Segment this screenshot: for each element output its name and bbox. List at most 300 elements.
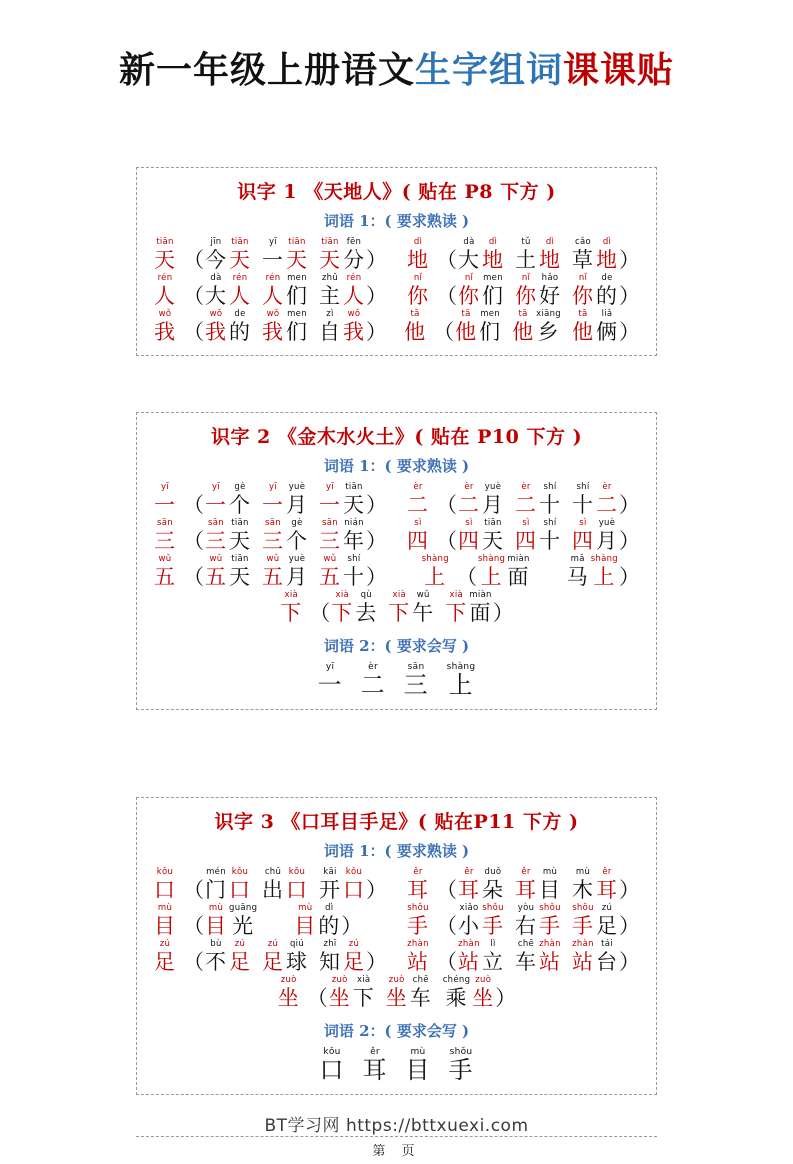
target-hanzi: 一 [154, 493, 176, 517]
pinyin-label: èr [602, 482, 612, 492]
word-hanzi: 地 [482, 248, 504, 272]
char-unit [353, 975, 375, 1010]
char-unit [205, 309, 227, 344]
pinyin-label: chū [264, 867, 282, 877]
pinyin-label: rén [232, 273, 248, 283]
open-paren: （ [183, 529, 204, 553]
pinyin-label: zhàn [458, 939, 480, 949]
pinyin-label: ěr [521, 867, 531, 877]
word-hanzi: 目 [205, 914, 227, 938]
word-hanzi: 目 [294, 914, 317, 938]
char-unit [286, 237, 308, 272]
word-hanzi: 的 [318, 914, 341, 938]
open-paren: （ [183, 248, 204, 272]
pinyin-label: sān [265, 518, 281, 528]
open-paren: （ [306, 986, 328, 1010]
target-hanzi: 三 [154, 529, 176, 553]
word-hanzi: 站 [458, 950, 480, 974]
char-unit [229, 309, 251, 344]
char-unit [154, 309, 176, 344]
write-hanzi: 手 [448, 1056, 474, 1084]
close-paren: ） [619, 914, 640, 938]
char-unit [229, 237, 251, 272]
word-hanzi: 一 [319, 493, 341, 517]
char-unit [154, 518, 176, 553]
pinyin-label: de [601, 273, 613, 283]
char-unit [458, 518, 480, 553]
pinyin-label: tā [461, 309, 471, 319]
pinyin-label: yòu [517, 903, 535, 913]
close-paren: ） [366, 565, 387, 589]
word-hanzi: 三 [319, 529, 341, 553]
section-heading: 识字 3 《口耳目手足》( 贴在P11 下方 ) [214, 811, 579, 833]
pinyin-label: shàng [421, 554, 449, 564]
word-hanzi: 你 [515, 284, 537, 308]
word-hanzi: 耳 [515, 878, 537, 902]
char-unit [479, 309, 501, 344]
pinyin-label: tā [410, 309, 420, 319]
target-hanzi: 二 [407, 493, 429, 517]
word-group [406, 867, 640, 902]
pinyin-label: jīn [210, 237, 222, 247]
pinyin-label: kǒu [231, 867, 249, 877]
pinyin-label: wǔ [158, 554, 172, 564]
close-paren: ） [495, 986, 517, 1010]
char-unit [262, 554, 284, 589]
word-group [153, 482, 387, 517]
word-hanzi: 朵 [482, 878, 504, 902]
word-hanzi: 上 [593, 565, 616, 589]
close-paren: ） [619, 320, 640, 344]
pinyin-label: tiān [321, 237, 339, 247]
char-unit [319, 482, 341, 517]
section-heading: 识字 2 《金木水火土》( 贴在 P10 下方 ) [210, 426, 583, 448]
char-unit [355, 590, 377, 625]
char-unit [407, 867, 429, 902]
pinyin-label: sì [579, 518, 587, 528]
pinyin-label: xià [356, 975, 371, 985]
char-unit [154, 482, 176, 517]
char-unit [596, 867, 618, 902]
word-hanzi: 足 [596, 914, 618, 938]
pinyin-label: miàn [469, 590, 492, 600]
word-group [406, 939, 640, 974]
word-group [406, 237, 640, 272]
char-unit [205, 903, 227, 938]
pinyin-label: men [480, 309, 500, 319]
pinyin-label: zú [234, 939, 246, 949]
word-hanzi: 三 [262, 529, 284, 553]
pinyin-label: kǒu [323, 1047, 341, 1057]
pinyin-label: nǐ [578, 273, 588, 283]
char-unit [406, 1047, 431, 1082]
char-unit [388, 590, 410, 625]
char-unit [469, 590, 491, 625]
open-paren: （ [309, 601, 331, 625]
pinyin-label: tā [518, 309, 528, 319]
char-unit [407, 939, 429, 974]
section-subheading-write: 词语 2：( 要求会写 ) [323, 637, 470, 655]
word-hanzi: 光 [232, 914, 255, 938]
word-row [143, 939, 650, 974]
open-paren: （ [183, 914, 204, 938]
char-unit [591, 554, 618, 589]
word-hanzi: 十 [343, 565, 365, 589]
word-hanzi: 月 [596, 529, 618, 553]
char-unit [512, 309, 534, 344]
pinyin-label: duǒ [484, 867, 502, 877]
open-paren: （ [183, 284, 204, 308]
char-unit [262, 309, 284, 344]
word-hanzi: 月 [286, 565, 308, 589]
pinyin-label: xià [335, 590, 350, 600]
close-paren: ） [619, 248, 640, 272]
close-paren: ） [619, 284, 640, 308]
word-hanzi: 俩 [596, 320, 618, 344]
char-unit [443, 975, 471, 1010]
pinyin-label: zuò [475, 975, 492, 985]
char-unit [539, 482, 561, 517]
char-unit [361, 662, 386, 697]
pinyin-label: tiān [288, 237, 306, 247]
word-hanzi: 手 [572, 914, 594, 938]
word-hanzi: 台 [596, 950, 618, 974]
char-unit [539, 903, 561, 938]
open-paren: （ [436, 950, 457, 974]
pinyin-label: yī [269, 237, 277, 247]
word-hanzi: 们 [482, 284, 504, 308]
pinyin-label: tiān [156, 237, 174, 247]
word-hanzi: 足 [343, 950, 365, 974]
char-unit [319, 867, 341, 902]
char-unit [507, 554, 529, 589]
char-unit [407, 237, 429, 272]
word-hanzi: 四 [572, 529, 594, 553]
word-hanzi: 站 [572, 950, 594, 974]
word-hanzi: 车 [409, 986, 432, 1010]
close-paren: ） [619, 565, 640, 589]
char-unit [286, 518, 308, 553]
word-hanzi: 分 [343, 248, 365, 272]
pinyin-label: bù [210, 939, 222, 949]
char-unit [286, 939, 308, 974]
word-hanzi: 草 [572, 248, 594, 272]
word-hanzi: 二 [515, 493, 537, 517]
char-unit [363, 1047, 388, 1082]
pinyin-label: yuè [288, 482, 306, 492]
pinyin-label: xià [284, 590, 299, 600]
write-practice-row [143, 662, 650, 699]
open-paren: （ [433, 320, 455, 344]
char-unit [343, 939, 365, 974]
word-hanzi: 下 [445, 601, 468, 625]
pinyin-label: kǒu [345, 867, 363, 877]
word-group [153, 903, 362, 938]
char-unit [319, 273, 341, 308]
char-unit [596, 518, 618, 553]
char-unit [596, 309, 618, 344]
pinyin-label: zhàn [407, 939, 429, 949]
word-group [406, 273, 640, 308]
word-hanzi: 口 [343, 878, 365, 902]
word-hanzi: 我 [343, 320, 365, 344]
pinyin-label: liǎ [601, 309, 613, 319]
char-unit [407, 482, 429, 517]
pinyin-label: kǒu [156, 867, 174, 877]
word-row [143, 554, 650, 589]
char-unit [539, 237, 561, 272]
pinyin-label: mù [157, 903, 173, 913]
pinyin-label: tiān [231, 554, 249, 564]
char-unit [404, 662, 429, 697]
pinyin-label: nián [344, 518, 364, 528]
word-hanzi: 你 [458, 284, 480, 308]
word-hanzi: 下 [388, 601, 411, 625]
word-hanzi: 一 [262, 248, 284, 272]
word-hanzi: 坐 [385, 986, 408, 1010]
pinyin-label: hǎo [541, 273, 559, 283]
word-group [277, 975, 517, 1010]
word-hanzi: 个 [229, 493, 251, 517]
word-row [143, 237, 650, 272]
word-hanzi: 大 [205, 284, 227, 308]
word-group [153, 554, 387, 589]
char-unit [515, 273, 537, 308]
pinyin-label: nǐ [464, 273, 474, 283]
page-footer: 第 页 [372, 1144, 421, 1159]
word-hanzi: 足 [229, 950, 251, 974]
char-unit [343, 554, 365, 589]
word-hanzi: 乘 [445, 986, 468, 1010]
char-unit [154, 903, 176, 938]
char-unit [286, 273, 308, 308]
char-unit [458, 482, 480, 517]
char-unit [472, 975, 494, 1010]
char-unit [262, 482, 284, 517]
word-group [153, 273, 387, 308]
word-hanzi: 门 [205, 878, 227, 902]
page-title [0, 42, 793, 93]
pinyin-label: dì [488, 237, 498, 247]
word-hanzi: 乡 [537, 320, 560, 344]
pinyin-label: mù [410, 1047, 426, 1057]
char-unit [286, 309, 308, 344]
open-paren: （ [436, 914, 457, 938]
char-unit [262, 867, 284, 902]
pinyin-label: wǒ [266, 309, 280, 319]
write-hanzi: 目 [405, 1056, 431, 1084]
char-unit [458, 867, 480, 902]
char-unit [407, 518, 429, 553]
char-unit [229, 867, 251, 902]
word-hanzi: 十 [572, 493, 594, 517]
open-paren: （ [183, 950, 204, 974]
char-unit [596, 237, 618, 272]
word-hanzi: 们 [286, 320, 308, 344]
char-unit [539, 939, 561, 974]
pinyin-label: yuè [484, 482, 502, 492]
title-segment-black: 新一年级上册语文 [118, 49, 415, 91]
char-unit [515, 939, 537, 974]
write-hanzi: 口 [319, 1056, 345, 1084]
section-subheading-read: 词语 1：( 要求熟读 ) [323, 212, 470, 230]
char-unit [229, 273, 251, 308]
lesson-section-2 [136, 412, 657, 710]
char-unit [262, 237, 284, 272]
char-unit [320, 1047, 345, 1082]
close-paren: ） [492, 601, 514, 625]
char-unit [286, 867, 308, 902]
close-paren: ） [366, 878, 387, 902]
char-unit [567, 554, 589, 589]
pinyin-label: wǔ [416, 590, 430, 600]
char-unit [262, 273, 284, 308]
char-unit [458, 939, 480, 974]
open-paren: （ [436, 493, 457, 517]
pinyin-label: dì [545, 237, 555, 247]
char-unit [596, 939, 618, 974]
word-hanzi: 足 [262, 950, 284, 974]
word-hanzi: 我 [205, 320, 227, 344]
pinyin-label: dì [325, 903, 334, 913]
pinyin-label: tā [578, 309, 588, 319]
pinyin-label: xiāng [536, 309, 561, 319]
char-unit [319, 237, 341, 272]
word-row [143, 867, 650, 902]
pinyin-label: wǒ [158, 309, 172, 319]
char-unit [205, 273, 227, 308]
write-practice-row [143, 1047, 650, 1084]
pinyin-label: shí [543, 518, 557, 528]
word-hanzi: 的 [596, 284, 618, 308]
word-hanzi: 二 [458, 493, 480, 517]
char-unit [410, 975, 432, 1010]
char-unit [515, 482, 537, 517]
target-hanzi: 人 [154, 284, 176, 308]
word-hanzi: 面 [469, 601, 492, 625]
word-hanzi: 手 [482, 914, 504, 938]
pinyin-label: qiú [289, 939, 305, 949]
char-unit [329, 975, 351, 1010]
pinyin-label: yī [269, 482, 277, 492]
word-hanzi: 下 [331, 601, 354, 625]
pinyin-label: shàng [446, 662, 476, 672]
char-unit [515, 518, 537, 553]
char-unit [482, 482, 504, 517]
pinyin-label: shàng [590, 554, 618, 564]
section-subheading-read: 词语 1：( 要求熟读 ) [323, 842, 470, 860]
section-subheading-read: 词语 1：( 要求熟读 ) [323, 457, 470, 475]
pinyin-label: dì [602, 237, 612, 247]
pinyin-label: xià [392, 590, 407, 600]
word-hanzi: 的 [229, 320, 251, 344]
close-paren: ） [366, 284, 387, 308]
word-group [406, 482, 640, 517]
word-hanzi: 小 [458, 914, 480, 938]
char-unit [229, 939, 251, 974]
close-paren: ） [366, 320, 387, 344]
word-hanzi: 右 [515, 914, 537, 938]
close-paren: ） [366, 248, 387, 272]
pinyin-label: zhàn [539, 939, 561, 949]
lesson-section-1 [136, 167, 657, 356]
pinyin-label: sān [157, 518, 173, 528]
pinyin-label: men [287, 309, 307, 319]
pinyin-label: yī [161, 482, 169, 492]
char-unit [343, 273, 365, 308]
char-unit [539, 273, 561, 308]
pinyin-label: wǒ [209, 309, 223, 319]
open-paren: （ [183, 320, 204, 344]
char-unit [294, 903, 316, 938]
word-group [279, 590, 513, 625]
pinyin-label: chē [517, 939, 535, 949]
word-hanzi: 地 [596, 248, 618, 272]
char-unit [572, 867, 594, 902]
pinyin-label: tái [601, 939, 613, 949]
pinyin-label: ěr [413, 867, 423, 877]
word-hanzi: 天 [343, 493, 365, 517]
close-paren: ） [366, 493, 387, 517]
char-unit [482, 273, 504, 308]
write-hanzi: 耳 [362, 1056, 388, 1084]
pinyin-label: guāng [229, 903, 258, 913]
char-unit [205, 518, 227, 553]
worksheet-page [0, 42, 793, 1164]
char-unit [407, 273, 429, 308]
word-hanzi: 球 [286, 950, 308, 974]
word-hanzi: 五 [205, 565, 227, 589]
word-group [406, 903, 640, 938]
word-row [143, 309, 650, 344]
pinyin-label: wǔ [323, 554, 337, 564]
pinyin-label: tiān [345, 482, 363, 492]
pinyin-label: gè [291, 518, 303, 528]
char-unit [458, 273, 480, 308]
write-hanzi: 上 [448, 671, 474, 699]
pinyin-label: mù [298, 903, 313, 913]
open-paren: （ [183, 565, 204, 589]
word-group [153, 518, 387, 553]
pinyin-label: dì [413, 237, 423, 247]
pinyin-label: zuò [388, 975, 405, 985]
word-hanzi: 木 [572, 878, 594, 902]
char-unit [572, 903, 594, 938]
word-row [143, 482, 650, 517]
char-unit [343, 309, 365, 344]
word-hanzi: 我 [262, 320, 284, 344]
target-hanzi: 坐 [277, 986, 300, 1010]
word-hanzi: 人 [262, 284, 284, 308]
char-unit [319, 518, 341, 553]
char-unit [572, 939, 594, 974]
pinyin-label: shǒu [572, 903, 594, 913]
word-hanzi: 立 [482, 950, 504, 974]
pinyin-label: qù [360, 590, 372, 600]
pinyin-label: yuè [288, 554, 306, 564]
word-hanzi: 十 [539, 529, 561, 553]
pinyin-label: men [483, 273, 503, 283]
word-hanzi: 天 [286, 248, 308, 272]
word-hanzi: 自 [319, 320, 341, 344]
char-unit [229, 482, 251, 517]
char-unit [343, 482, 365, 517]
pinyin-label: rén [265, 273, 281, 283]
word-hanzi: 上 [480, 565, 503, 589]
char-unit [205, 867, 227, 902]
char-unit [262, 939, 284, 974]
pinyin-label: wǔ [209, 554, 223, 564]
